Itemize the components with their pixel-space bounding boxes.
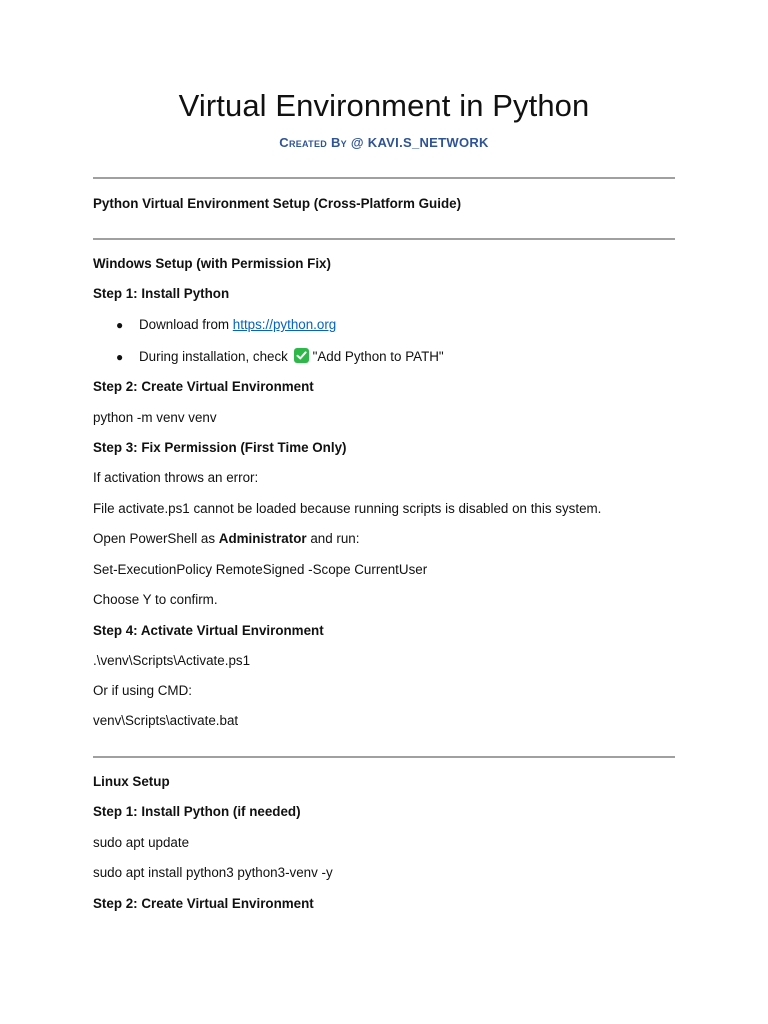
cmd-apt-install: sudo apt install python3 python3-venv -y: [93, 865, 333, 880]
check-mark-icon: [294, 348, 309, 363]
divider: [93, 177, 675, 179]
bullet-installation-quote: "Add Python to PATH": [312, 349, 444, 364]
bullet-download: [116, 316, 336, 334]
confirm-text: Choose Y to confirm.: [93, 592, 218, 607]
linux-step-1: Step 1: Install Python (if needed): [93, 804, 301, 819]
cmd-create-venv: python -m venv venv: [93, 410, 217, 425]
windows-heading: Windows Setup (with Permission Fix): [93, 256, 331, 271]
python-org-link[interactable]: https://python.org: [232, 317, 337, 332]
windows-step-4: Step 4: Activate Virtual Environment: [93, 623, 324, 638]
open-ps-prefix: Open PowerShell as: [93, 531, 219, 546]
linux-step-2: Step 2: Create Virtual Environment: [93, 896, 314, 911]
bullet-dot-icon: ●: [116, 350, 124, 364]
divider: [93, 238, 675, 240]
cmd-alt-text: Or if using CMD:: [93, 683, 192, 698]
guide-title: Python Virtual Environment Setup (Cross-Platform Guide): [93, 196, 462, 211]
document-title: Virtual Environment in Python: [178, 88, 590, 123]
cmd-activate-bat: venv\Scripts\activate.bat: [93, 713, 239, 728]
cmd-apt-update: sudo apt update: [93, 835, 190, 850]
bullet-installation-text: During installation, check: [139, 349, 292, 364]
open-powershell-line: [93, 530, 359, 548]
error-message: File activate.ps1 cannot be loaded because running scripts is disabled on this system.: [93, 501, 602, 516]
open-ps-suffix: and run:: [306, 531, 360, 546]
document-subtitle: Created By @ KAVI.S_NETWORK: [279, 135, 489, 150]
error-intro: If activation throws an error:: [93, 470, 259, 485]
windows-step-1: Step 1: Install Python: [93, 286, 230, 301]
windows-step-3: Step 3: Fix Permission (First Time Only): [93, 440, 347, 455]
linux-heading: Linux Setup: [93, 774, 170, 789]
windows-step-2: Step 2: Create Virtual Environment: [93, 379, 314, 394]
cmd-execution-policy: Set-ExecutionPolicy RemoteSigned -Scope CurrentUser: [93, 562, 428, 577]
divider: [93, 756, 675, 758]
bullet-download-text: Download from: [139, 317, 233, 332]
bullet-installation: [116, 348, 444, 366]
cmd-activate-ps: .\venv\Scripts\Activate.ps1: [93, 653, 251, 668]
open-ps-admin: Administrator: [218, 531, 307, 546]
bullet-dot-icon: ●: [116, 318, 124, 332]
